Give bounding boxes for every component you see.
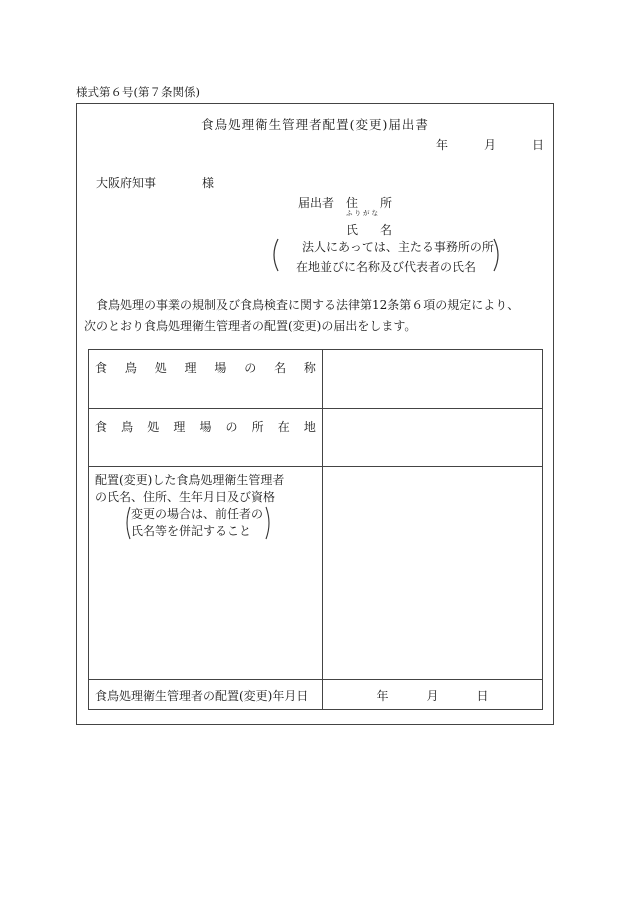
body-text-line2: 次のとおり食鳥処理衛生管理者の配置(変更)の届出をします。 [84,319,417,333]
table-row [89,680,543,710]
filer-name-label: 氏名 [346,223,415,237]
manager-info-note-line2: 氏名等を併記すること [131,524,252,538]
manager-info-line2: の氏名、住所、生年月日及び資格 [95,490,276,504]
assignment-date-label-cell [89,680,323,710]
form-number-label: 様式第６号(第７条関係) [76,85,200,99]
right-paren-icon [492,238,504,272]
corp-note-line1: 法人にあっては、主たる事務所の所 [302,240,494,254]
assignment-day-label: 日 [476,689,489,703]
manager-info-line1: 配置(変更)した食鳥処理衛生管理者 [95,473,285,487]
assignment-date-input-cell[interactable] [323,680,543,710]
furigana-label: ふりがな [346,209,380,217]
honorific: 様 [202,176,215,190]
date-day-label: 日 [532,138,545,152]
note-right-paren-icon [265,506,273,540]
details-table [88,349,543,710]
assignment-date-label: 食鳥処理衛生管理者の配置(変更)年月日 [95,689,309,703]
body-text-line1: 食鳥処理の事業の規制及び食鳥検査に関する法律第12条第６項の規定により、 [96,298,520,312]
plant-name-label-cell [89,350,323,409]
manager-info-note-line1: 変更の場合は、前任者の [131,507,264,521]
manager-info-input-cell[interactable] [323,467,543,680]
table-row [89,409,543,467]
note-left-paren-icon [123,506,131,540]
plant-location-label: 食 鳥 処 理 場 の 所 在 地 [95,420,316,434]
plant-location-label-cell [89,409,323,467]
assignment-year-label: 年 [376,689,389,703]
manager-info-note [123,506,273,540]
date-year-label: 年 [436,138,449,152]
assignment-month-label: 月 [426,689,439,703]
table-row [89,350,543,409]
filer-label: 届出者 [298,196,335,210]
left-paren-icon [268,238,280,272]
date-month-label: 月 [484,138,497,152]
table-row [89,467,543,680]
plant-name-input-cell[interactable] [323,350,543,409]
corp-note-line2: 在地並びに名称及び代表者の氏名 [296,260,477,274]
plant-location-input-cell[interactable] [323,409,543,467]
addressee: 大阪府知事 [96,176,157,190]
manager-info-label-cell [89,467,323,680]
document-title: 食鳥処理衛生管理者配置(変更)届出書 [201,117,429,132]
plant-name-label: 食 鳥 処 理 場 の 名 称 [95,361,316,375]
filer-address-label: 住所 [346,196,415,210]
